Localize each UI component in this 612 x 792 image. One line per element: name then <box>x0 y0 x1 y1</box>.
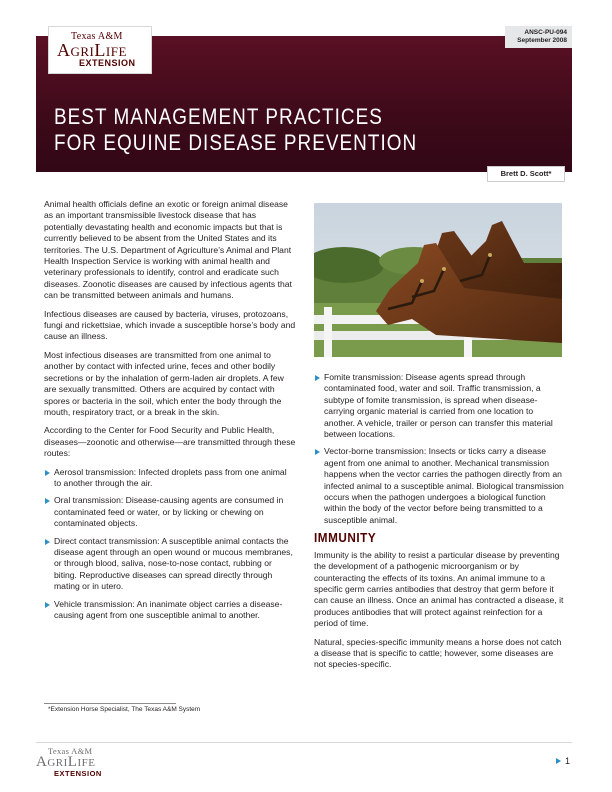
document-title <box>54 104 450 156</box>
footer-divider <box>36 742 572 743</box>
route-vector-borne: Vector-borne transmission: Insects or ticks carry a disease agent from one animal to another. Mechanical transmission happens when the vector carries the pathogen directly from an infected animal to a susceptible animal. Biological transmission occurs when the pathogen undergoes a biological function within the body of the vector before being transmitted to a susceptible animal. <box>314 446 566 526</box>
page-number-value: 1 <box>565 756 571 766</box>
footnote-divider <box>44 703 176 704</box>
natural-immunity-paragraph: Natural, species-specific immunity means a horse does not catch a disease that is specific to cattle; however, some diseases are not species-specific. <box>314 636 562 670</box>
footer-logo-line-1: Texas A&M <box>48 746 93 756</box>
route-aerosol: Aerosol transmission: Infected droplets pass from one animal to another through the air. <box>44 467 296 490</box>
footer-logo-line-3: EXTENSION <box>54 769 102 778</box>
title-line-1: BEST MANAGEMENT PRACTICES <box>54 104 383 129</box>
route-fomite: Fomite transmission: Disease agents spread through contaminated food, water and soil. Traffic transmission, a subtype of fomite transmission, is spread when disease-carrying organic material is carried from one location to another. A vehicle, trailer or person can transfer this material between locations. <box>314 372 566 440</box>
logo-line-2: AgriLife <box>57 40 127 60</box>
author-label: Brett D. Scott* <box>487 166 565 182</box>
author-footnote: *Extension Horse Specialist, The Texas A&M System <box>48 706 201 713</box>
left-column <box>44 199 296 627</box>
publication-date: September 2008 <box>517 37 567 44</box>
routes-intro-paragraph: According to the Center for Food Security and Public Health, diseases—zoonotic and otherwise—are transmitted through these routes: <box>44 425 296 459</box>
immunity-paragraph: Immunity is the ability to resist a particular disease by preventing the development of a pathogenic microorganism or by counteracting the effects of its toxins. An animal immune to a specific germ carries antibodies that destroy that germ before it can cause an illness. Once an animal has contracted a disease, it produces antibodies that will protect against reinfection for a period of time. <box>314 549 564 629</box>
page-number <box>556 756 570 766</box>
route-direct-contact: Direct contact transmission: A susceptible animal contacts the disease agent through an open wound or mucous membranes, or through blood, saliva, nose-to-nose contact, rubbing or biting. Reproductive diseases can spread directly through mating or in utero. <box>44 536 296 593</box>
intro-paragraph: Animal health officials define an exotic or foreign animal disease as an important transmissible livestock disease that has potentially devastating health and economic impacts but that is currently believed to be absent from the United States and its territories. The U.S. Department of Agriculture’s Animal and Plant Health Inspection Service is working with animal health and veterinary professionals to identify, control and eradicate such diseases. Zoonotic diseases are caused by infectious agents that can be transmitted between animals and humans. <box>44 199 292 301</box>
page-arrow-icon <box>556 758 561 764</box>
footer-logo <box>36 747 126 778</box>
publication-info <box>505 26 572 48</box>
route-vehicle: Vehicle transmission: An inanimate object carries a disease-causing agent from one susceptible animal to another. <box>44 599 296 622</box>
title-line-2: FOR EQUINE DISEASE PREVENTION <box>54 130 418 155</box>
logo-line-1: Texas A&M <box>71 31 123 42</box>
footer-logo-line-2: AgriLife <box>36 754 96 770</box>
immunity-heading: IMMUNITY <box>314 530 377 546</box>
publication-id: ANSC-PU-094 <box>524 29 567 36</box>
routes-list-right <box>314 372 566 526</box>
right-column <box>314 372 566 678</box>
horses-photo <box>314 203 562 357</box>
routes-list-left <box>44 467 296 622</box>
logo-line-3: EXTENSION <box>79 58 136 68</box>
agrilife-logo <box>48 26 152 74</box>
infectious-paragraph: Infectious diseases are caused by bacteria, viruses, protozoans, fungi and rickettsiae, which invade a susceptible horse’s body and cause an illness. <box>44 308 296 342</box>
route-oral: Oral transmission: Disease-causing agents are consumed in contaminated feed or water, or by licking or chewing on contaminated objects. <box>44 495 296 529</box>
transmission-paragraph: Most infectious diseases are transmitted from one animal to another by contact with infected urine, feces and other bodily secretions or by the inhalation of germ-laden air droplets. A few are sexually transmitted. Others are acquired by contact with spores or bacteria in the soil, which enter the body through the mouth, respiratory tract, or a break in the skin. <box>44 349 284 417</box>
